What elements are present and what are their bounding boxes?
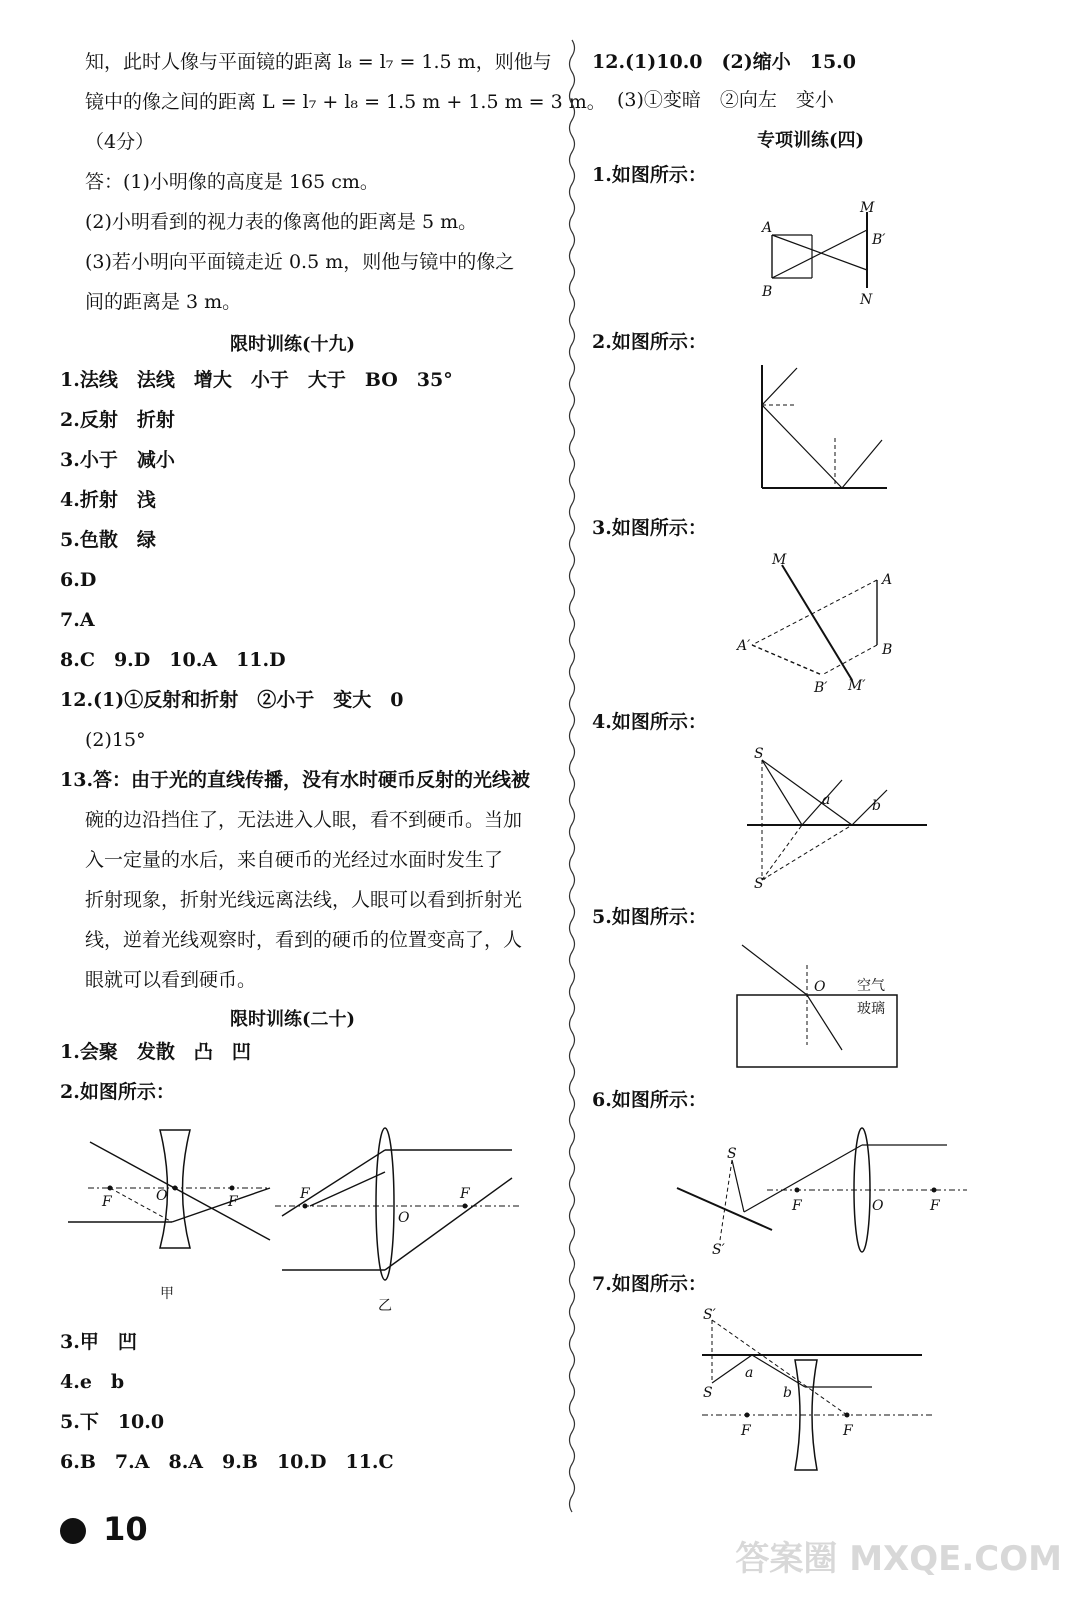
r-top-line-1: 12.(1)10.0 (2)缩小 15.0	[592, 51, 857, 73]
section-20-title: 限时训练(二十)	[230, 1009, 356, 1030]
ray-jia-2b	[172, 1188, 270, 1222]
dash-3a	[752, 580, 877, 645]
s20-line-4: 4.e b	[60, 1371, 125, 1393]
ray-6a	[732, 1160, 744, 1212]
fig4-a: a	[822, 792, 831, 808]
fig3-B: B	[882, 642, 893, 658]
s19-line-8: 8.C 9.D 10.A 11.D	[60, 649, 286, 671]
fig-1	[752, 200, 912, 310]
focus-jia-left	[108, 1186, 113, 1191]
ray-4d	[852, 790, 887, 825]
intro-line-3: （4分）	[85, 131, 155, 153]
fig7-Sprime: S′	[703, 1307, 716, 1323]
ray-2c	[842, 440, 882, 488]
ray-2a	[762, 368, 797, 405]
dash-6	[720, 1160, 732, 1240]
fig6-Sprime: S′	[712, 1242, 725, 1258]
answer-line-1: 答：(1)小明像的高度是 165 cm。	[85, 171, 379, 193]
fig3-A: A	[882, 572, 893, 588]
fig-6	[672, 1120, 982, 1270]
dash-7b	[712, 1320, 847, 1415]
intro-line-2: 镜中的像之间的距离 L = l₇ + l₈ = 1.5 m + 1.5 m = 3 m。	[85, 91, 606, 113]
item-3: 3.如图所示：	[592, 517, 707, 539]
fig3-Bprime: B′	[814, 680, 828, 696]
image-ApBp	[752, 645, 822, 675]
fig-2	[747, 360, 897, 500]
s19-line-2: 2.反射 折射	[60, 409, 175, 431]
focus-7-left	[745, 1413, 750, 1418]
lens-figures	[60, 1120, 540, 1320]
fig7-F-l: F	[741, 1423, 751, 1439]
answer-line-4: 间的距离是 3 m。	[85, 291, 242, 313]
ray-4c	[762, 760, 852, 825]
dash-4b	[762, 825, 802, 880]
fig4-b: b	[872, 798, 881, 814]
label-F-jia-r: F	[228, 1194, 238, 1210]
fig7-F-r: F	[843, 1423, 853, 1439]
item-7: 7.如图所示：	[592, 1273, 707, 1295]
fig7-a: a	[745, 1365, 754, 1381]
ray-4a	[762, 760, 802, 825]
s19-line-9: 12.(1)①反射和折射 ②小于 变大 0	[60, 689, 404, 711]
fig6-F-l: F	[792, 1198, 802, 1214]
watermark: 答案圈 MXQE.COM	[735, 1539, 1062, 1579]
fig3-Aprime: A′	[737, 638, 751, 654]
fig-4	[742, 740, 932, 890]
item-5: 5.如图所示：	[592, 906, 707, 928]
refracted-ray-5	[807, 995, 842, 1050]
fig6-O: O	[872, 1198, 884, 1214]
center-jia	[173, 1186, 178, 1191]
focus-6-right	[932, 1188, 937, 1193]
dash-3b	[822, 645, 877, 675]
focus-yi-right	[463, 1204, 468, 1209]
concave-lens-7	[795, 1360, 817, 1470]
item-4: 4.如图所示：	[592, 711, 707, 733]
label-O-yi: O	[398, 1210, 410, 1226]
s19-line-14: 折射现象，折射光线远离法线，人眼可以看到折射光	[85, 889, 523, 911]
r-top-line-2: (3)①变暗 ②向左 变小	[617, 89, 834, 111]
s19-line-7: 7.A	[60, 609, 95, 631]
fig5-air: 空气	[857, 978, 885, 994]
fig3-Mprime: M′	[848, 678, 866, 694]
fig6-S: S	[727, 1146, 737, 1162]
s20-line-5: 5.下 10.0	[60, 1411, 165, 1433]
s19-line-11: 13.答：由于光的直线传播，没有水时硬币反射的光线被	[60, 769, 531, 791]
ray-2b	[762, 405, 842, 488]
fig-7	[697, 1305, 937, 1480]
fig4-S: S	[754, 746, 764, 762]
item-2: 2.如图所示：	[592, 331, 707, 353]
label-jia: 甲	[160, 1286, 174, 1302]
focus-jia-right	[230, 1186, 235, 1191]
fig1-B: B	[762, 284, 773, 300]
s19-line-16: 眼就可以看到硬币。	[85, 969, 257, 991]
fig5-O: O	[814, 979, 826, 995]
label-F-jia-l: F	[102, 1194, 112, 1210]
fig1-N: N	[860, 292, 873, 308]
s19-line-12: 碗的边沿挡住了，无法进入人眼，看不到硬币。当加	[85, 809, 523, 831]
answer-line-2: (2)小明看到的视力表的像离他的距离是 5 m。	[85, 211, 478, 233]
s20-line-6: 6.B 7.A 8.A 9.B 10.D 11.C	[60, 1451, 394, 1473]
page-dot-icon	[60, 1518, 86, 1544]
s19-line-13: 入一定量的水后，来自硬币的光经过水面时发生了	[85, 849, 504, 871]
focus-6-left	[795, 1188, 800, 1193]
s19-line-10: (2)15°	[85, 729, 146, 751]
focus-7-right	[845, 1413, 850, 1418]
fig-3	[737, 550, 922, 700]
fig3-M: M	[772, 552, 787, 568]
answer-line-3: (3)若小明向平面镜走近 0.5 m，则他与镜中的像之	[85, 251, 515, 273]
fig1-A: A	[762, 220, 773, 236]
label-F-yi-l: F	[300, 1186, 310, 1202]
s20-line-1: 1.会聚 发散 凸 凹	[60, 1041, 251, 1063]
fig5-glass: 玻璃	[857, 1001, 885, 1017]
dash-4c	[762, 825, 852, 880]
s19-line-6: 6.D	[60, 569, 97, 591]
item-6: 6.如图所示：	[592, 1089, 707, 1111]
incident-ray-5	[742, 945, 807, 995]
s19-line-15: 线，逆着光线观察时，看到的硬币的位置变高了，人	[85, 929, 523, 951]
fig4-Sprime: S′	[754, 876, 767, 892]
s20-line-2: 2.如图所示：	[60, 1081, 175, 1103]
ray-1a	[772, 235, 867, 270]
label-yi: 乙	[378, 1298, 392, 1314]
label-O-jia: O	[156, 1188, 168, 1204]
item-1: 1.如图所示：	[592, 164, 707, 186]
section-19-title: 限时训练(十九)	[230, 334, 356, 355]
fig1-M: M	[860, 200, 875, 216]
intro-line-1: 知，此时人像与平面镜的距离 l₈ = l₇ = 1.5 m，则他与	[85, 51, 552, 73]
ray-6b	[744, 1145, 862, 1212]
ray-yi-3	[310, 1172, 385, 1206]
s19-line-1: 1.法线 法线 增大 小于 大于 BO 35°	[60, 369, 453, 391]
ray-1b	[772, 230, 867, 278]
page-number: 10	[60, 1510, 148, 1548]
fig1-Bprime: B′	[872, 232, 886, 248]
focus-yi-left	[303, 1204, 308, 1209]
ray-jia-1	[90, 1142, 270, 1240]
s19-line-5: 5.色散 绿	[60, 529, 156, 551]
special-title: 专项训练(四)	[757, 130, 865, 151]
label-F-yi-r: F	[460, 1186, 470, 1202]
fig-5	[732, 935, 922, 1075]
fig7-b: b	[783, 1385, 792, 1401]
fig7-S: S	[703, 1385, 713, 1401]
s19-line-3: 3.小于 减小	[60, 449, 175, 471]
column-divider	[566, 40, 578, 1500]
s19-line-4: 4.折射 浅	[60, 489, 156, 511]
fig6-F-r: F	[930, 1198, 940, 1214]
s20-line-3: 3.甲 凹	[60, 1331, 137, 1353]
